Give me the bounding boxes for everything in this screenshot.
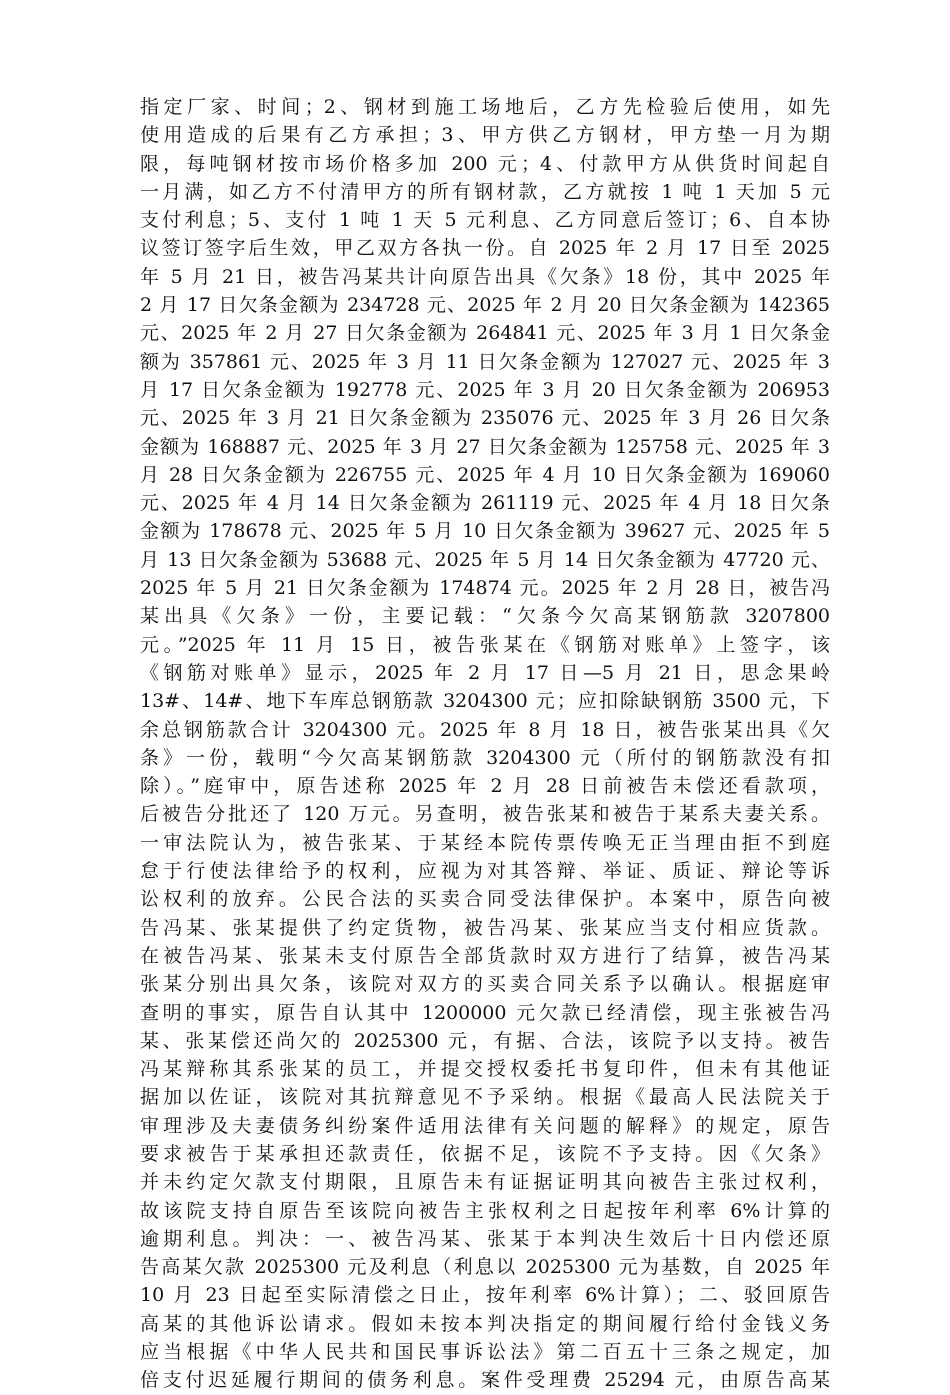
- text-line: 金额为 168887 元、2025 年 3 月 27 日欠条金额为 125758 元、2025 年 3: [140, 435, 830, 458]
- text-line: 月 17 日欠条金额为 192778 元、2025 年 3 月 20 日欠条金额为 206953: [140, 378, 830, 401]
- text-line: 据加以佐证，该院对其抗辩意见不予采纳。根据《最高人民法院关于: [140, 1086, 830, 1109]
- text-line: 10 月 23 日起至实际清偿之日止，按年利率 6%计算）；二、驳回原告: [140, 1284, 830, 1307]
- text-line: 某、张某偿还尚欠的 2025300 元，有据、合法，该院予以支持。被告: [140, 1029, 830, 1052]
- text-line: 议签订签字后生效，甲乙双方各执一份。自 2025 年 2 月 17 日至 2025: [140, 237, 830, 260]
- text-line: 月 28 日欠条金额为 226755 元、2025 年 4 月 10 日欠条金额为 169060: [140, 463, 830, 486]
- text-line: 后被告分批还了 120 万元。另查明，被告张某和被告于某系夫妻关系。: [140, 803, 830, 826]
- text-line: 故该院支持自原告至该院向被告主张权利之日起按年利率 6%计算的: [140, 1199, 830, 1222]
- text-line: 年 5 月 21 日，被告冯某共计向原告出具《欠条》18 份，其中 2025 年: [140, 265, 830, 288]
- text-line: 13#、14#、地下车库总钢筋款 3204300 元；应扣除缺钢筋 3500 元，下: [140, 690, 830, 713]
- text-line: 元、2025 年 4 月 14 日欠条金额为 261119 元、2025 年 4 月 18 日欠条: [140, 492, 830, 515]
- text-line: 2 月 17 日欠条金额为 234728 元、2025 年 2 月 20 日欠条金额为 142365: [140, 294, 830, 317]
- text-line: 金额为 178678 元、2025 年 5 月 10 日欠条金额为 39627 元、2025 年 5: [140, 520, 830, 543]
- text-line: 倍支付迟延履行期间的债务利息。案件受理费 25294 元，由原告高某: [140, 1369, 830, 1392]
- text-line: 并未约定欠款支付期限，且原告未有证据证明其向被告主张过权利，: [140, 1171, 830, 1194]
- text-line: 元、2025 年 3 月 21 日欠条金额为 235076 元、2025 年 3 月 26 日欠条: [140, 407, 830, 430]
- text-line: 讼权利的放弃。公民合法的买卖合同受法律保护。本案中，原告向被: [140, 888, 830, 911]
- text-line: 张某分别出具欠条，该院对双方的买卖合同关系予以确认。根据庭审: [140, 973, 830, 996]
- text-line: 限，每吨钢材按市场价格多加 200 元；4、付款甲方从供货时间起自: [140, 152, 830, 175]
- document-body-text: [140, 93, 830, 1395]
- text-line: 应当根据《中华人民共和国民事诉讼法》第二百五十三条之规定，加: [140, 1341, 830, 1364]
- text-line: 告高某欠款 2025300 元及利息（利息以 2025300 元为基数，自 2025 年: [140, 1256, 830, 1279]
- text-line: 高某的其他诉讼请求。假如未按本判决指定的期间履行给付金钱义务: [140, 1312, 830, 1335]
- text-line: 在被告冯某、张某未支付原告全部货款时双方进行了结算，被告冯某: [140, 944, 830, 967]
- text-line: 使用造成的后果有乙方承担；3、甲方供乙方钢材，甲方垫一月为期: [140, 124, 830, 147]
- text-line: 要求被告于某承担还款责任，依据不足，该院不予支持。因《欠条》: [140, 1142, 830, 1165]
- text-line: 一月满，如乙方不付清甲方的所有钢材款，乙方就按 1 吨 1 天加 5 元: [140, 180, 830, 203]
- text-line: 条》一份，载明“今欠高某钢筋款 3204300 元（所付的钢筋款没有扣: [140, 746, 830, 769]
- text-line: 告冯某、张某提供了约定货物，被告冯某、张某应当支付相应货款。: [140, 916, 830, 939]
- text-line: 额为 357861 元、2025 年 3 月 11 日欠条金额为 127027 元、2025 年 3: [140, 350, 830, 373]
- text-line: 余总钢筋款合计 3204300 元。2025 年 8 月 18 日，被告张某出具《欠: [140, 718, 830, 741]
- text-line: 元、2025 年 2 月 27 日欠条金额为 264841 元、2025 年 3 月 1 日欠条金: [140, 322, 830, 345]
- text-line: 月 13 日欠条金额为 53688 元、2025 年 5 月 14 日欠条金额为 47720 元、: [140, 548, 830, 571]
- text-line: 冯某辩称其系张某的员工，并提交授权委托书复印件，但未有其他证: [140, 1058, 830, 1081]
- text-line: 审理涉及夫妻债务纠纷案件适用法律有关问题的解释》的规定，原告: [140, 1114, 830, 1137]
- text-line: 某出具《欠条》一份，主要记载：“欠条今欠高某钢筋款 3207800: [140, 605, 830, 628]
- text-line: 指定厂家、时间；2、钢材到施工场地后，乙方先检验后使用，如先: [140, 96, 830, 118]
- text-line: 《钢筋对账单》显示，2025 年 2 月 17 日—5 月 21 日，思念果岭: [140, 661, 830, 684]
- text-line: 怠于行使法律给予的权利，应视为对其答辩、举证、质证、辩论等诉: [140, 860, 830, 883]
- text-line: 除）。”庭审中，原告述称 2025 年 2 月 28 日前被告未偿还看款项，: [140, 775, 830, 798]
- text-line: 支付利息；5、支付 1 吨 1 天 5 元利息、乙方同意后签订；6、自本协: [140, 209, 830, 232]
- text-line: 元。”2025 年 11 月 15 日，被告张某在《钢筋对账单》上签字，该: [140, 633, 830, 656]
- text-line: 2025 年 5 月 21 日欠条金额为 174874 元。2025 年 2 月 28 日，被告冯: [140, 577, 830, 600]
- text-line: 查明的事实，原告自认其中 1200000 元欠款已经清偿，现主张被告冯: [140, 1001, 830, 1024]
- text-line: 逾期利息。判决：一、被告冯某、张某于本判决生效后十日内偿还原: [140, 1227, 830, 1250]
- text-line: 一审法院认为，被告张某、于某经本院传票传唤无正当理由拒不到庭: [140, 831, 830, 854]
